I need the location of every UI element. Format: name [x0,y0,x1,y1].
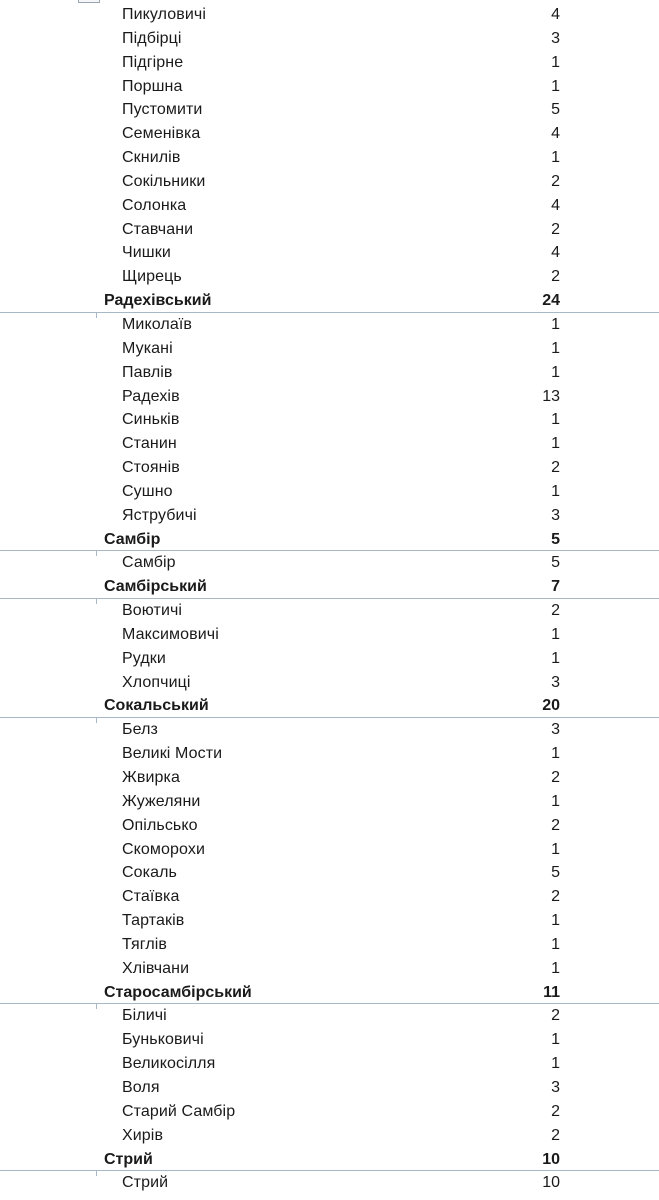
settlement-name: Жвирка [122,769,180,786]
district-total: 5 [551,530,560,548]
settlement-count: 2 [551,268,560,286]
settlement-count: 2 [551,816,560,834]
settlement-row [0,1124,659,1148]
settlement-row [0,909,659,933]
settlement-row [0,647,659,671]
settlement-row [0,1052,659,1076]
settlement-row [0,1171,659,1195]
settlement-name: Хирів [122,1126,164,1144]
settlement-row [0,742,659,766]
settlement-count: 1 [551,339,560,357]
settlement-count: 1 [551,435,560,453]
district-name: Стрий [104,1150,153,1168]
settlement-row [0,480,659,504]
settlement-count: 5 [551,554,560,572]
settlement-count: 1 [551,792,560,810]
settlement-row [0,51,659,75]
settlement-count: 10 [542,1174,560,1192]
district-row [0,575,659,599]
settlement-count: 3 [551,29,560,47]
settlement-row [0,27,659,51]
settlement-count: 1 [551,912,560,930]
settlement-count: 1 [551,625,560,643]
settlement-row [0,385,659,409]
settlement-row [0,146,659,170]
settlement-name: Миколаїв [122,315,192,333]
settlement-name: Синьків [122,411,180,429]
settlement-name: Стаївка [122,888,180,906]
settlement-row [0,1004,659,1028]
settlement-name: Тяглів [122,935,168,953]
district-name: Старосамбірський [104,983,252,1001]
settlement-count: 2 [551,1126,560,1144]
settlement-name: Тартаків [122,912,185,930]
settlement-name: Белз [122,721,158,739]
district-name: Радехівський [104,292,212,310]
settlement-name: Максимовичі [122,625,219,643]
settlement-name: Скоморохи [122,840,205,858]
settlement-count: 2 [551,1102,560,1120]
settlement-row [0,718,659,742]
settlement-row [0,551,659,575]
settlement-name: Ставчани [122,220,194,238]
settlement-name: Яструбичі [122,506,197,524]
settlement-name: Підбірці [122,29,182,47]
settlement-name: Пикуловичі [122,6,207,23]
district-total: 10 [542,1150,560,1168]
settlement-name: Старий Самбір [122,1102,236,1120]
settlement-count: 1 [551,745,560,763]
district-row [0,981,659,1005]
district-settlement-table [0,3,659,1195]
settlement-row [0,933,659,957]
settlement-count: 1 [551,149,560,167]
settlement-name: Біличі [122,1007,167,1025]
settlement-name: Підгірне [122,53,184,71]
settlement-name: Самбір [122,554,176,572]
settlement-count: 3 [551,1078,560,1096]
settlement-count: 2 [551,602,560,620]
settlement-name: Пустомити [122,101,203,119]
settlement-row [0,838,659,862]
settlement-name: Станин [122,435,177,453]
district-row [0,528,659,552]
settlement-count: 1 [551,935,560,953]
settlement-name: Жужеляни [122,792,201,810]
settlement-name: Опільсько [122,816,198,834]
settlement-count: 1 [551,315,560,333]
settlement-row [0,75,659,99]
settlement-row [0,456,659,480]
settlement-count: 1 [551,482,560,500]
settlement-name: Сокільники [122,172,206,190]
settlement-count: 1 [551,363,560,381]
settlement-row [0,432,659,456]
settlement-row [0,122,659,146]
settlement-count: 1 [551,1055,560,1073]
settlement-count: 2 [551,1007,560,1025]
settlement-name: Павлів [122,363,173,381]
settlement-row [0,861,659,885]
settlement-count: 4 [551,125,560,143]
settlement-row [0,194,659,218]
settlement-count: 1 [551,77,560,95]
settlement-row [0,1100,659,1124]
settlement-count: 1 [551,1031,560,1049]
settlement-row [0,814,659,838]
district-row [0,289,659,313]
settlement-name: Семенівка [122,125,201,143]
settlement-row [0,218,659,242]
settlement-row [0,265,659,289]
settlement-count: 13 [542,387,560,405]
settlement-row [0,957,659,981]
settlement-count: 1 [551,959,560,977]
settlement-row [0,623,659,647]
district-total: 20 [542,697,560,715]
settlement-count: 2 [551,172,560,190]
settlement-row [0,337,659,361]
settlement-name: Сушно [122,482,173,500]
settlement-name: Радехів [122,387,180,405]
settlement-row [0,1076,659,1100]
settlement-name: Хлопчиці [122,673,191,691]
district-row [0,1148,659,1172]
settlement-name: Рудки [122,649,166,667]
settlement-count: 4 [551,244,560,262]
settlement-row [0,241,659,265]
settlement-name: Хлівчани [122,959,190,977]
settlement-name: Великосілля [122,1055,216,1073]
settlement-row [0,170,659,194]
district-total: 11 [543,983,560,1001]
district-name: Сокальський [104,697,209,715]
settlement-count: 4 [551,6,560,23]
settlement-row [0,3,659,27]
settlement-row [0,98,659,122]
settlement-count: 2 [551,769,560,786]
settlement-row [0,599,659,623]
district-name: Самбірський [104,578,207,596]
settlement-name: Солонка [122,196,187,214]
settlement-name: Щирець [122,268,182,286]
settlement-row [0,408,659,432]
settlement-name: Воютичі [122,602,183,620]
settlement-count: 1 [551,411,560,429]
settlement-row [0,790,659,814]
settlement-name: Воля [122,1078,160,1096]
settlement-name: Стоянів [122,459,180,477]
settlement-row [0,885,659,909]
settlement-count: 2 [551,220,560,238]
settlement-name: Чишки [122,244,171,262]
settlement-count: 3 [551,673,560,691]
settlement-count: 1 [551,53,560,71]
settlement-name: Сокаль [122,864,177,882]
settlement-count: 3 [551,721,560,739]
settlement-count: 3 [551,506,560,524]
settlement-count: 5 [551,101,560,119]
settlement-row [0,504,659,528]
district-name: Самбір [104,530,161,548]
district-row [0,694,659,718]
settlement-name: Скнилів [122,149,181,167]
settlement-name: Стрий [122,1174,169,1192]
settlement-count: 4 [551,196,560,214]
settlement-row [0,361,659,385]
settlement-row [0,766,659,790]
settlement-row [0,313,659,337]
settlement-name: Буньковичі [122,1031,204,1049]
settlement-row [0,671,659,695]
district-total: 24 [542,292,560,310]
settlement-count: 5 [551,864,560,882]
district-total: 7 [551,578,560,596]
settlement-row [0,1028,659,1052]
settlement-count: 2 [551,459,560,477]
settlement-name: Поршна [122,77,183,95]
settlement-count: 2 [551,888,560,906]
settlement-name: Великі Мости [122,745,223,763]
settlement-count: 1 [551,649,560,667]
settlement-name: Мукані [122,339,173,357]
settlement-count: 1 [551,840,560,858]
